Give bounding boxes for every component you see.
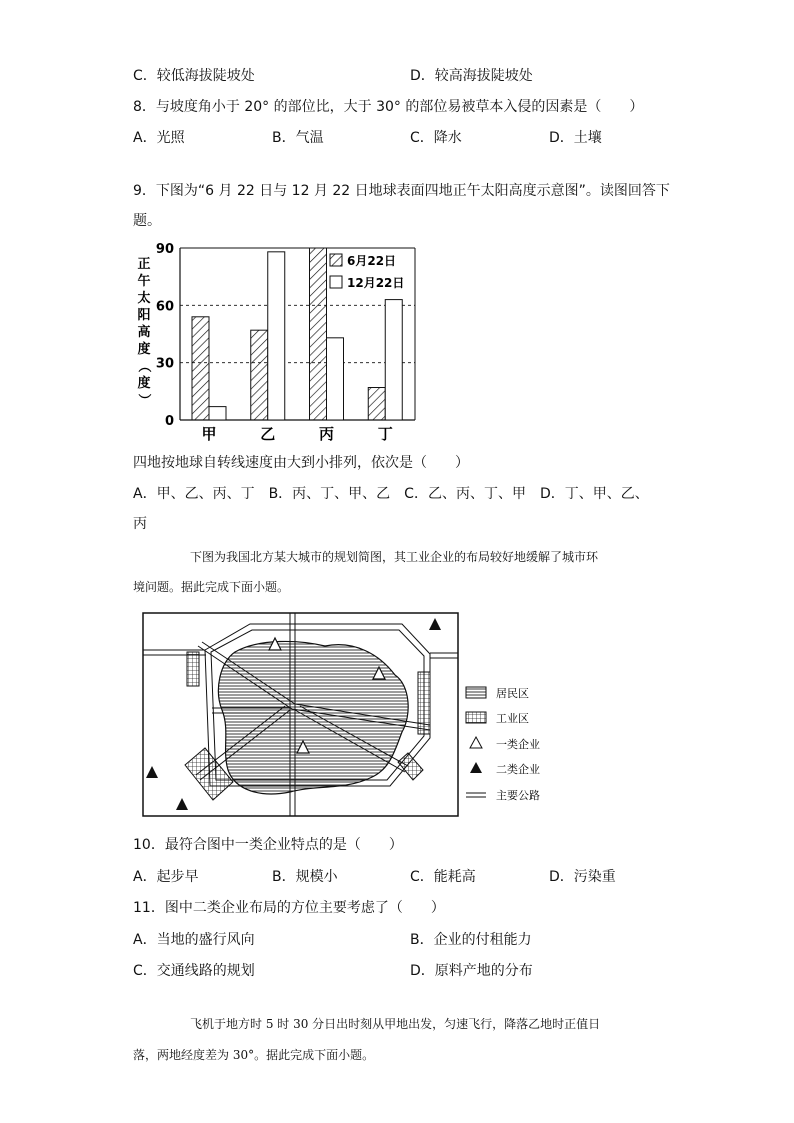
legend-type2-symbol (470, 762, 482, 773)
q8-option-d: D．土壤 (549, 130, 602, 146)
q8-stem: 8．与坡度角小于 20° 的部位比，大于 30° 的部位易被草本入侵的因素是（ ） (133, 99, 644, 115)
y-axis-label (136, 257, 152, 407)
q11-option-a: A．当地的盛行风向 (133, 932, 255, 948)
legend-type1-label: 一类企业 (496, 738, 540, 751)
q10-stem: 10．最符合图中一类企业特点的是（ ） (133, 837, 403, 853)
bar-2-0 (310, 248, 327, 420)
q8-option-b: B．气温 (272, 130, 324, 146)
bar-3-0 (368, 388, 385, 420)
y-axis-label-char: 太 (137, 291, 151, 306)
legend-label-1: 12月22日 (347, 276, 405, 290)
bar-3-1 (385, 300, 402, 420)
plane-intro-line2: 落，两地经度差为 30°。据此完成下面小题。 (133, 1048, 375, 1062)
legend-road-label: 主要公路 (496, 789, 540, 802)
residential-area (218, 641, 408, 794)
legend-industrial-swatch (466, 712, 486, 723)
city-intro-line2: 境问题。据此完成下面小题。 (133, 580, 290, 594)
legend-industrial-label: 工业区 (496, 712, 529, 725)
q9-question: 四地按地球自转线速度由大到小排列，依次是（ ） (133, 455, 469, 471)
q10-option-d: D．污染重 (549, 869, 616, 885)
bar-0-1 (209, 407, 226, 420)
q7-option-c: C．较低海拔陡坡处 (133, 68, 255, 84)
q11-option-d: D．原料产地的分布 (410, 963, 533, 979)
bar-0-0 (192, 317, 209, 420)
q10-option-c: C．能耗高 (410, 869, 476, 885)
q9-options-line2: 丙 (133, 516, 147, 532)
q9-stem-line1: 9．下图为“6 月 22 日与 12 月 22 日地球表面四地正午太阳高度示意图”。读图回答下 (133, 183, 670, 199)
legend-type1-symbol (470, 737, 482, 748)
q10-option-a: A．起步早 (133, 869, 199, 885)
y-axis-label-char: （ (136, 359, 151, 373)
y-tick-label: 90 (155, 242, 174, 257)
q11-option-b: B．企业的付租能力 (410, 932, 532, 948)
legend-swatch-0 (330, 254, 342, 266)
legend-label-0: 6月22日 (347, 254, 397, 268)
bar-1-0 (251, 330, 268, 420)
q8-option-a: A．光照 (133, 130, 185, 146)
bar-1-1 (268, 252, 285, 420)
legend-residential-label: 居民区 (496, 687, 529, 700)
x-category-label: 丙 (318, 425, 335, 443)
bar-2-1 (327, 338, 344, 420)
city-intro-line1: 下图为我国北方某大城市的规划简图，其工业企业的布局较好地缓解了城市环 (190, 550, 599, 564)
legend-road-symbol (466, 793, 486, 797)
x-category-label: 甲 (201, 425, 217, 443)
city-planning-map (140, 610, 560, 820)
y-axis-label-char: 高 (137, 325, 151, 340)
q10-option-b: B．规模小 (272, 869, 338, 885)
q7-option-d: D．较高海拔陡坡处 (410, 68, 533, 84)
legend-residential-swatch (466, 687, 486, 698)
q8-option-c: C．降水 (410, 130, 462, 146)
legend-swatch-1 (330, 276, 342, 288)
noon-sun-altitude-chart (130, 238, 430, 448)
y-axis-label-char: 度 (137, 376, 151, 391)
y-axis-label-char: 午 (137, 274, 151, 289)
q11-option-c: C．交通线路的规划 (133, 963, 255, 979)
y-tick-label: 60 (155, 299, 174, 315)
q9-options-line1: A．甲、乙、丙、丁 B．丙、丁、甲、乙 C．乙、丙、丁、甲 D．丁、甲、乙、 (133, 486, 649, 502)
y-tick-label: 0 (164, 414, 174, 429)
y-tick-label: 30 (155, 356, 174, 372)
y-axis-label-char: ） (136, 393, 151, 407)
q11-stem: 11．图中二类企业布局的方位主要考虑了（ ） (133, 900, 445, 916)
map-legend (466, 687, 540, 802)
y-axis-label-char: 度 (137, 342, 151, 357)
y-axis-label-char: 阳 (137, 308, 151, 323)
legend-type2-label: 二类企业 (496, 763, 540, 776)
q9-stem-line2: 题。 (133, 213, 161, 229)
y-axis-label-char: 正 (137, 257, 151, 272)
plane-intro-line1: 飞机于地方时 5 时 30 分日出时刻从甲地出发，匀速飞行，降落乙地时正值日 (190, 1017, 601, 1031)
x-category-label: 丁 (377, 425, 393, 443)
x-category-label: 乙 (260, 425, 276, 443)
industrial-zone-west (187, 652, 199, 686)
